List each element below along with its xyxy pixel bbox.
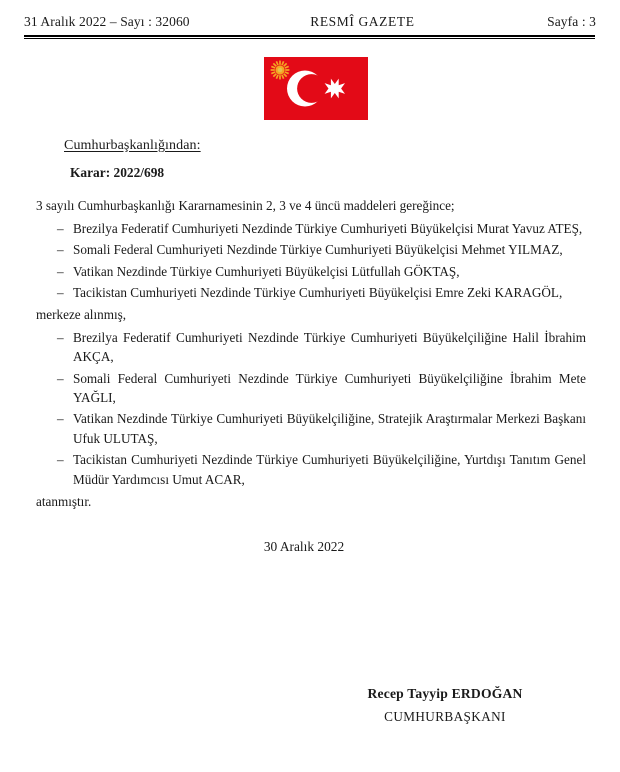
recalled-ambassadors-list [36,219,586,303]
dash-bullet-icon: – [57,411,64,427]
dash-bullet-icon: – [57,329,64,345]
list-item [36,450,586,489]
list-item-text: Vatikan Nezdinde Türkiye Cumhuriyeti Büyükelçisi Lütfullah GÖKTAŞ, [73,263,460,279]
list-item [36,283,586,302]
turkish-flag-emblem [264,57,368,120]
list-item-text: Brezilya Federatif Cumhuriyeti Nezdinde Türkiye Cumhuriyeti Büyükelçiliğine Halil İbrahim AKÇA, [73,329,586,365]
signatory-name: Recep Tayyip ERDOĞAN [367,686,523,701]
header-publication-title: RESMÎ GAZETE [310,14,415,29]
sun-watermark-icon [271,61,290,80]
middle-clause: merkeze alınmış, [36,307,127,323]
legal-basis-paragraph: 3 sayılı Cumhurbaşkanlığı Kararnamesinin 2, 3 ve 4 üncü maddeleri gereğince; [36,198,455,214]
dash-bullet-icon: – [57,263,64,279]
divider-line-thin [24,38,595,39]
signature-block [300,686,590,725]
signatory-title: CUMHURBAŞKANI [384,709,506,724]
header-issue-info: 31 Aralık 2022 – Sayı : 32060 [24,14,190,29]
appointed-ambassadors-list [36,328,586,489]
list-item [36,369,586,408]
dash-bullet-icon: – [57,370,64,386]
dash-bullet-icon: – [57,284,64,300]
list-item [36,409,586,448]
list-item-text: Somali Federal Cumhuriyeti Nezdinde Türkiye Cumhuriyeti Büyükelçiliğine İbrahim Mete YAĞLI, [73,370,586,405]
issuing-authority: Cumhurbaşkanlığından: [64,138,201,153]
list-item [36,219,586,238]
decision-number: Karar: 2022/698 [70,164,165,180]
divider-line-thick [24,35,595,37]
header-divider-rule [24,35,595,39]
dash-bullet-icon: – [57,452,64,468]
list-item-text: Somali Federal Cumhuriyeti Nezdinde Türkiye Cumhuriyeti Büyükelçisi Mehmet YILMAZ, [73,242,563,258]
list-item-text: Brezilya Federatif Cumhuriyeti Nezdinde Türkiye Cumhuriyeti Büyükelçisi Murat Yavuz ATEŞ, [73,220,583,236]
header-page-number: Sayfa : 3 [547,14,596,29]
dash-bullet-icon: – [57,242,64,258]
decree-date: 30 Aralık 2022 [263,539,345,555]
closing-clause: atanmıştır. [36,493,92,509]
list-item-text: Tacikistan Cumhuriyeti Nezdinde Türkiye Cumhuriyeti Büyükelçiliğine, Yurtdışı Tanıtım Genel Müdür Yardımcısı Umut ACAR, [73,452,586,487]
list-item [36,240,586,259]
list-item [36,328,586,367]
dash-bullet-icon: – [57,220,64,236]
decree-body [36,136,586,557]
list-item-text: Tacikistan Cumhuriyeti Nezdinde Türkiye Cumhuriyeti Büyükelçisi Emre Zeki KARAGÖL, [73,284,563,300]
turkish-flag-icon [264,57,368,120]
list-item-text: Vatikan Nezdinde Türkiye Cumhuriyeti Büyükelçiliğine, Stratejik Araştırmalar Merkezi Başkanı Ufuk ULUTAŞ, [73,411,586,446]
page-header [24,14,596,30]
list-item [36,262,586,281]
